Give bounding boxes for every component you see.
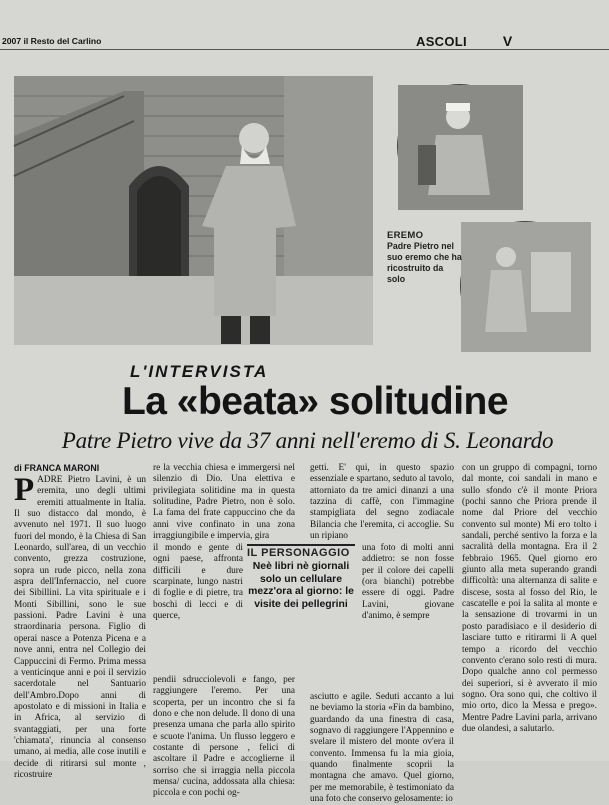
caption-text: Padre Pietro nel suo eremo che ha ricostruito da solo <box>387 241 462 284</box>
article-headline: La «beata» solitudine <box>121 380 509 423</box>
article-byline: di FRANCA MARONI <box>14 463 100 473</box>
drop-cap: P <box>14 472 35 508</box>
header-section <box>416 33 513 49</box>
boxout-text: Neè libri nè giornali solo un cellulare mezz'ora al giorno: le visite dei pellegrini <box>248 561 354 610</box>
header-date-paper <box>2 36 101 46</box>
article-column-2-top: re la vecchia chiesa e immergersi nel silenzio di Dio. Una elettiva e privilegiata solitidine ma in questa solitudine, Padre Pietro, non è solo. La fama del frate cappuccino che da anni vive confinato in una zona irraggiungibile e impervia, gira <box>153 463 295 542</box>
boxout-label: IL PERSONAGGIO <box>247 544 355 559</box>
article-column-4: con un gruppo di compagni, torno dal monte, coi sandali in mano e sullo sfondo c'è il monte Priora (pochi sanno che Priora prende il nome dal Priore del vecchio convento sul monte) Mi ero tolto i sandali, perché sentivo la forza e la sacralità della montagna. Era il 2 febbraio 1965. Quel giorno ero giunto alla meta superando grandi difficoltà: una alternanza di salite e discese, sosta al fosso del Rio, le cascatelle e poi la salita al monte e la sensazione di trovarmi in un posto paradisiaco e il desiderio di lasciare tutto e ritirarmi lì A quel tempo a ricordo del vecchio convento c'erano solo resti di mura. Dopo qualche anno col permesso dei superiori, si è avverato il mio sogno. Ora sono qui, che coltivo il mio orto, dico la Messa e prego». Mentre Padre Lavini parla, arrivano due olandesi, a salutarlo. <box>462 463 597 734</box>
header-date: 2007 <box>2 36 22 46</box>
article-column-3-bottom: asciutto e agile. Seduti accanto a lui ne beviamo la storia «Fin da bambino, guardando da una finestra di casa, sognavo di raggiungere l'Appennino e svelare il mistero del monte ov'era il convento. Immensa fu la mia gioia, quando finalmente scoprii la montagna che amavo. Quel giorno, per me memorabile, è testimoniato da una foto che conservo gelosamente: io <box>310 692 454 805</box>
caption-title: EREMO <box>387 230 424 241</box>
article-column-1 <box>14 472 146 780</box>
header-section-name: ASCOLI <box>416 34 467 49</box>
header-rule <box>0 49 609 50</box>
circle-photo-1-image <box>398 85 523 210</box>
main-photo-image <box>14 76 373 345</box>
photo-caption <box>387 230 462 285</box>
article-column-3-top: getti. E' qui, in questo spazio essenziale e spartano, seduto al tavolo, attorniato da tre amici dinanzi a una tazzina di caffè, con l'immagine stampigliata del segno zodiacale Bilancia che l'eremita, ci accoglie. Su un ripiano <box>310 463 454 542</box>
personaggio-boxout <box>247 544 355 610</box>
article-column-3-middle: una foto di molti anni addietro: se non fosse per il colore dei capelli (ora bianchi) potrebbe essere di oggi. Padre Lavini, giovane d'animo, è sempre <box>362 543 454 622</box>
main-photo-hermit-at-church <box>14 76 373 345</box>
circle-photo-eremo-interior <box>460 221 590 351</box>
article-column-1-text: ADRE Pietro Lavini, è un eremita, uno degli ultimi eremiti attualmente in Italia. Il suo distacco dal mondo, è avvenuto nel 1971. Il suo luogo fuori del mondo, è la Chiesa di San Leonardo, sull'area, di un vecchio convento, grezza costruzione, sopra un rude picco, nella zona aspra dell'Infernaccio, nel cuore dei Sibillini. La vita spirituale e i Monti Sibillini, sono le sue passioni. Padre Lavini è una straordinaria persona. Figlio di operai nasce a Potenza Picena e a nove anni, entra nel Collegio dei Cappuccini di Fermo. Prima messa a venticinque anni e poi il servizio sacerdotale nel Santuario dell'Ambro.Dopo anni di apostolato e di missioni in Italia e in Africa, al servizio di svantaggiati, per una forte 'chiamata', rinuncia al consenso umano, ai media, alle cose inutili e decide di ritirarsi sul monte , ricostruire <box>14 475 146 780</box>
article-column-2-middle: il mondo e gente di ogni paese, affronta difficili e dure scarpinate, lungo nastri di foglie e di pietre, tra boschi di lecci e di querce, <box>153 543 243 622</box>
article-kicker: L'INTERVISTA <box>130 362 269 381</box>
circle-photo-hermit-seated <box>397 84 522 209</box>
article-column-2-bottom: pendii sdrucciolevoli e fango, per raggiungere l'eremo. Per una scoperta, per un incontro che si fa dono e che non delude. Il dono di una presenza umana che parla allo spirito e scuote l'anima. Un flusso leggero e costante di persone , felici di ascoltare il Padre e accoglierne il sorriso che si irraggia nella piccola mensa/ cucina, addossata alla chiesa: piccola e con pochi og- <box>153 675 295 799</box>
article-subhead: Patre Pietro vive da 37 anni nell'eremo di S. Leonardo <box>61 428 554 453</box>
header-page-number: V <box>502 33 513 49</box>
circle-photo-2-image <box>461 222 591 352</box>
header-paper: il Resto del Carlino <box>23 36 102 46</box>
